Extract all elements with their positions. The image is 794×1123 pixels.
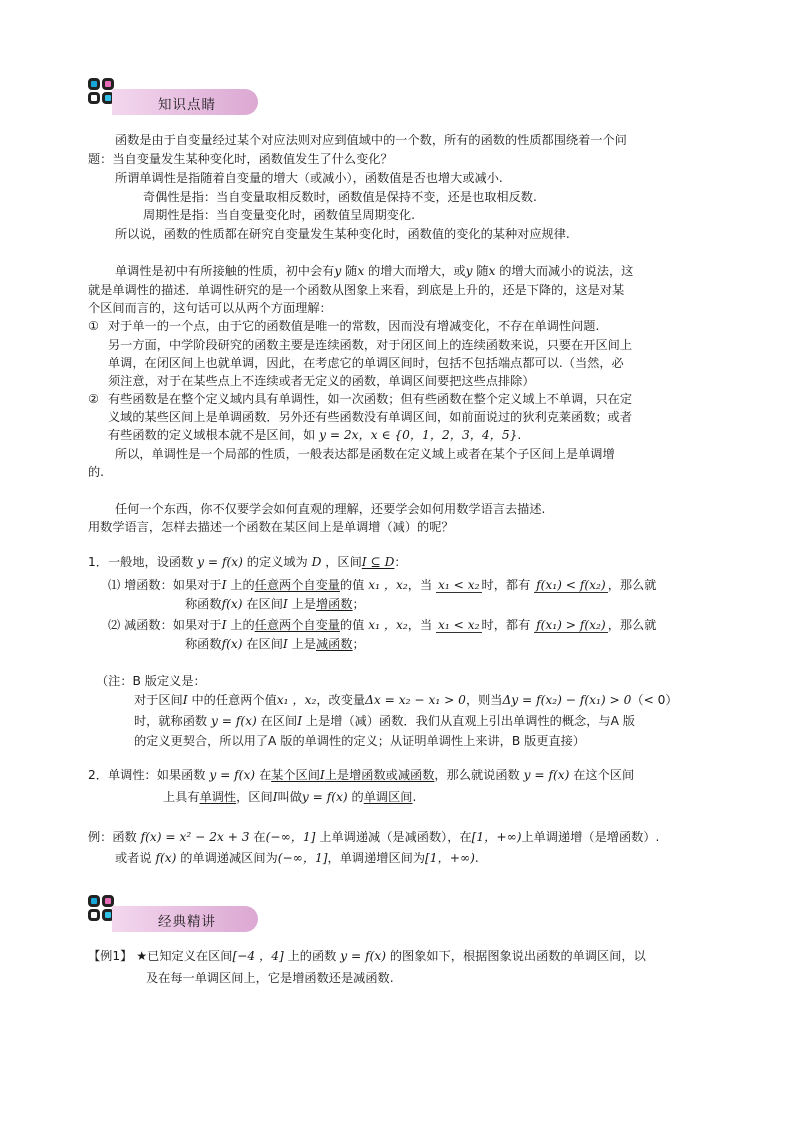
note-line: 时，就称函数 y = f(x) 在区间I 上是增（减）函数．我们从直观上引出单调性的概念，与A 版	[134, 714, 635, 728]
def1-line: 1．一般地，设函数 y = f(x) 的定义域为 D ，区间I ⊆ D：	[88, 555, 407, 569]
intro-line: 所谓单调性是指随着自变量的增大（或减小），函数值是否也增大或减小.	[115, 171, 503, 185]
circled-number: ①	[88, 319, 99, 333]
note-line: 的定义更契合，所以用了A 版的单调性的定义；从证明单调性上来讲，B 版更直接）	[134, 734, 586, 748]
circled-number: ②	[88, 392, 99, 406]
mono-line: 单调性是初中有所接触的性质，初中会有y 随x 的增大而增大，或y 随x 的增大而减小的说法，这	[115, 264, 634, 278]
intro-line: 奇偶性是指：当自变量取相反数时，函数值是保持不变，还是也取相反数.	[143, 190, 537, 204]
section-banner-classic	[86, 893, 258, 941]
mono-item-line: 须注意，对于在某些点上不连续或者无定义的函数，单调区间要把这些点排除）	[108, 374, 535, 388]
mono-line: 的.	[88, 465, 105, 479]
mono-item-line: 有些函数是在整个定义域内具有单调性，如一次函数；但有些函数在整个定义域上不单调，只在定	[108, 392, 633, 406]
section-title: 经典精讲	[158, 914, 216, 930]
def1-inc-line: ⑴ 增函数：如果对于I 上的任意两个自变量的值 x₁ ，x₂，当 x₁ < x₂ 时，都有 f(x₁) < f(x₂) ，那么就	[108, 578, 657, 592]
example-line: 例：函数 f(x) = x² − 2x + 3 在(−∞，1] 上单调递减（是减函数），在[1，+∞)上单调递增（是增函数）.	[88, 830, 660, 844]
math-line: 任何一个东西，你不仅要学会如何直观的理解，还要学会如何用数学语言去描述.	[115, 502, 546, 516]
banner-bar	[112, 906, 258, 932]
logo-square-icon	[88, 895, 100, 907]
section-title: 知识点睛	[158, 97, 216, 113]
intro-line: 题：当自变量发生某种变化时，函数值发生了什么变化？	[88, 152, 393, 166]
mono-item-line: 另一方面，中学阶段研究的函数主要是连续函数，对于闭区间上的连续函数来说，只要在开区间上	[108, 338, 633, 352]
def1-inc-line: 称函数f(x) 在区间I 上是增函数；	[185, 597, 365, 611]
logo-square-icon	[88, 92, 100, 104]
def2-line: 上具有单调性，区间I叫做y = f(x) 的单调区间.	[163, 790, 417, 804]
def1-dec-line: 称函数f(x) 在区间I 上是减函数；	[185, 637, 365, 651]
example-line: 或者说 f(x) 的单调递减区间为(−∞，1]，单调递增区间为[1，+∞).	[115, 851, 479, 865]
intro-line: 函数是由于自变量经过某个对应法则对应到值域中的一个数，所有的函数的性质都围绕着一个问	[115, 133, 627, 147]
mono-line: 个区间而言的，这句话可以从两个方面理解：	[88, 301, 332, 315]
example-tag: 【例1】	[88, 949, 133, 963]
logo-square-icon	[88, 909, 100, 921]
example1-line: 【例1】 ★已知定义在区间[−4 ，4] 上的函数 y = f(x) 的图象如下，根据图象说出函数的单调区间，以	[88, 949, 646, 963]
example1-line: 及在每一单调区间上，它是增函数还是减函数.	[146, 971, 394, 985]
mono-item-line: 义域的某些区间上是单调函数．另外还有些函数没有单调区间，如前面说过的狄利克莱函数；或者	[108, 410, 633, 424]
mono-line: 就是单调性的描述．单调性研究的是一个函数从图象上来看，到底是上升的，还是下降的，这是对某	[88, 283, 625, 297]
def2-line: 2．单调性：如果函数 y = f(x) 在某个区间I上是增函数或减函数，那么就说函数 y = f(x) 在这个区间	[88, 768, 635, 782]
intro-line: 所以说，函数的性质都在研究自变量发生某种变化时，函数值的变化的某种对应规律.	[115, 227, 570, 241]
mono-item-line: 对于单一的一个点，由于它的函数值是唯一的常数，因而没有增减变化，不存在单调性问题.	[108, 319, 600, 333]
note-line: 对于区间I 中的任意两个值x₁ ，x₂，改变量Δx = x₂ − x₁ > 0，则当Δy = f(x₂) − f(x₁) > 0（< 0）	[134, 693, 678, 707]
logo-square-icon	[88, 78, 100, 90]
mono-item-line: 单调，在闭区间上也就单调，因此，在考虑它的单调区间时，包括不包括端点都可以.（当然，必	[108, 356, 624, 370]
mono-item-line: 有些函数的定义域根本就不是区间，如 y = 2x，x ∈ {0，1，2，3，4，5}.	[108, 428, 522, 442]
mono-line: 所以，单调性是一个局部的性质，一般表达都是函数在定义域上或者在某个子区间上是单调增	[115, 447, 615, 461]
intro-line: 周期性是指：当自变量变化时，函数值呈周期变化.	[143, 208, 415, 222]
section-banner-knowledge	[86, 76, 258, 124]
note-line: （注：B 版定义是：	[96, 674, 206, 688]
def1-dec-line: ⑵ 减函数：如果对于I 上的任意两个自变量的值 x₁ ，x₂，当 x₁ < x₂ 时，都有 f(x₁) > f(x₂) ，那么就	[108, 618, 657, 632]
banner-bar	[112, 89, 258, 115]
math-line: 用数学语言，怎样去描述一个函数在某区间上是单调增（减）的呢？	[88, 520, 454, 534]
star-icon: ★	[136, 949, 148, 963]
